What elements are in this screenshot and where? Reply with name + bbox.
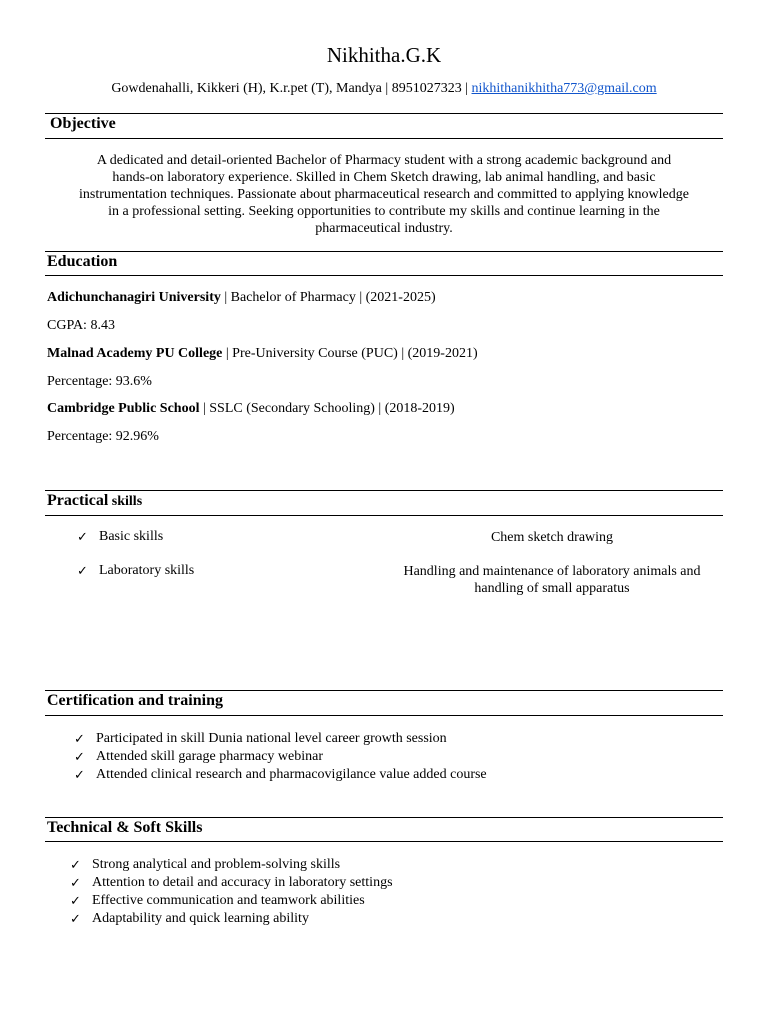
list-item: [70, 856, 393, 874]
checkmark-icon: ✓: [70, 875, 81, 890]
education-entry: [47, 401, 455, 417]
education-title: Education: [47, 253, 118, 270]
certification-section-header: [45, 690, 723, 716]
practical-skill-right: Chem sketch drawing: [490, 530, 614, 545]
list-item-text: Attended clinical research and pharmacovigilance value added course: [96, 767, 487, 782]
checkmark-icon: ✓: [74, 731, 85, 746]
objective-line: pharmaceutical industry.: [315, 221, 453, 236]
education-details: | Bachelor of Pharmacy | (2021-2025): [220, 290, 436, 305]
institution-name: Malnad Academy PU College: [47, 346, 223, 361]
objective-line: A dedicated and detail-oriented Bachelor of Pharmacy student with a strong academic background and: [96, 153, 672, 168]
certification-list: [74, 730, 487, 784]
candidate-name: Nikhitha.G.K: [326, 43, 442, 67]
technical-skills-section-header: [45, 817, 723, 842]
practical-skills-section-header: [45, 490, 723, 516]
practical-skill-left: Basic skills: [99, 529, 164, 544]
checkmark-icon: ✓: [70, 911, 81, 926]
list-item: [70, 910, 393, 928]
checkmark-icon: ✓: [77, 563, 88, 578]
practical-title-small: skills: [108, 494, 143, 509]
list-item: [70, 874, 393, 892]
objective-text: [45, 152, 723, 237]
list-item-text: Participated in skill Dunia national level career growth session: [96, 731, 447, 746]
objective-line: instrumentation techniques. Passionate about pharmaceutical research and committed to applying knowledge: [79, 187, 689, 202]
objective-section-header: [45, 113, 723, 139]
objective-line: hands-on laboratory experience. Skilled in Chem Sketch drawing, lab animal handling, and basic: [112, 170, 656, 185]
certification-title: Certification and training: [47, 692, 223, 709]
checkmark-icon: ✓: [70, 857, 81, 872]
education-entry: [47, 346, 478, 362]
technical-skills-title: Technical & Soft Skills: [47, 819, 203, 836]
objective-line: in a professional setting. Seeking opportunities to contribute my skills and continue learning in the: [108, 204, 660, 219]
institution-name: Adichunchanagiri University: [47, 290, 221, 305]
contact-details: Gowdenahalli, Kikkeri (H), K.r.pet (T), Mandya | 8951027323 |: [111, 81, 472, 96]
education-details: | SSLC (Secondary Schooling) | (2018-2019): [199, 401, 455, 416]
list-item-text: Effective communication and teamwork abilities: [92, 893, 365, 908]
checkmark-icon: ✓: [74, 749, 85, 764]
email-link[interactable]: nikhithanikhitha773@gmail.com: [471, 81, 657, 96]
education-score: Percentage: 92.96%: [47, 429, 159, 444]
education-entry: [47, 290, 436, 306]
checkmark-icon: ✓: [77, 529, 88, 544]
institution-name: Cambridge Public School: [47, 401, 200, 416]
list-item-text: Attended skill garage pharmacy webinar: [96, 749, 324, 764]
list-item: [74, 748, 487, 766]
education-details: | Pre-University Course (PUC) | (2019-2021): [222, 346, 478, 361]
technical-skills-list: [70, 856, 393, 928]
list-item: [70, 892, 393, 910]
list-item: [74, 730, 487, 748]
education-section-header: [45, 251, 723, 276]
list-item-text: Attention to detail and accuracy in laboratory settings: [92, 875, 393, 890]
checkmark-icon: ✓: [70, 893, 81, 908]
practical-skills-title: [47, 492, 142, 510]
education-score: CGPA: 8.43: [47, 318, 115, 333]
objective-title: Objective: [50, 115, 116, 132]
checkmark-icon: ✓: [74, 767, 85, 782]
practical-skill-right: Handling and maintenance of laboratory animals and handling of small apparatus: [403, 564, 701, 596]
list-item: [74, 766, 487, 784]
list-item-text: Adaptability and quick learning ability: [92, 911, 309, 926]
practical-title-main: Practical: [47, 492, 109, 509]
list-item-text: Strong analytical and problem-solving skills: [92, 857, 341, 872]
practical-skill-left: Laboratory skills: [99, 563, 195, 578]
contact-line: [0, 81, 768, 97]
education-score: Percentage: 93.6%: [47, 374, 152, 389]
